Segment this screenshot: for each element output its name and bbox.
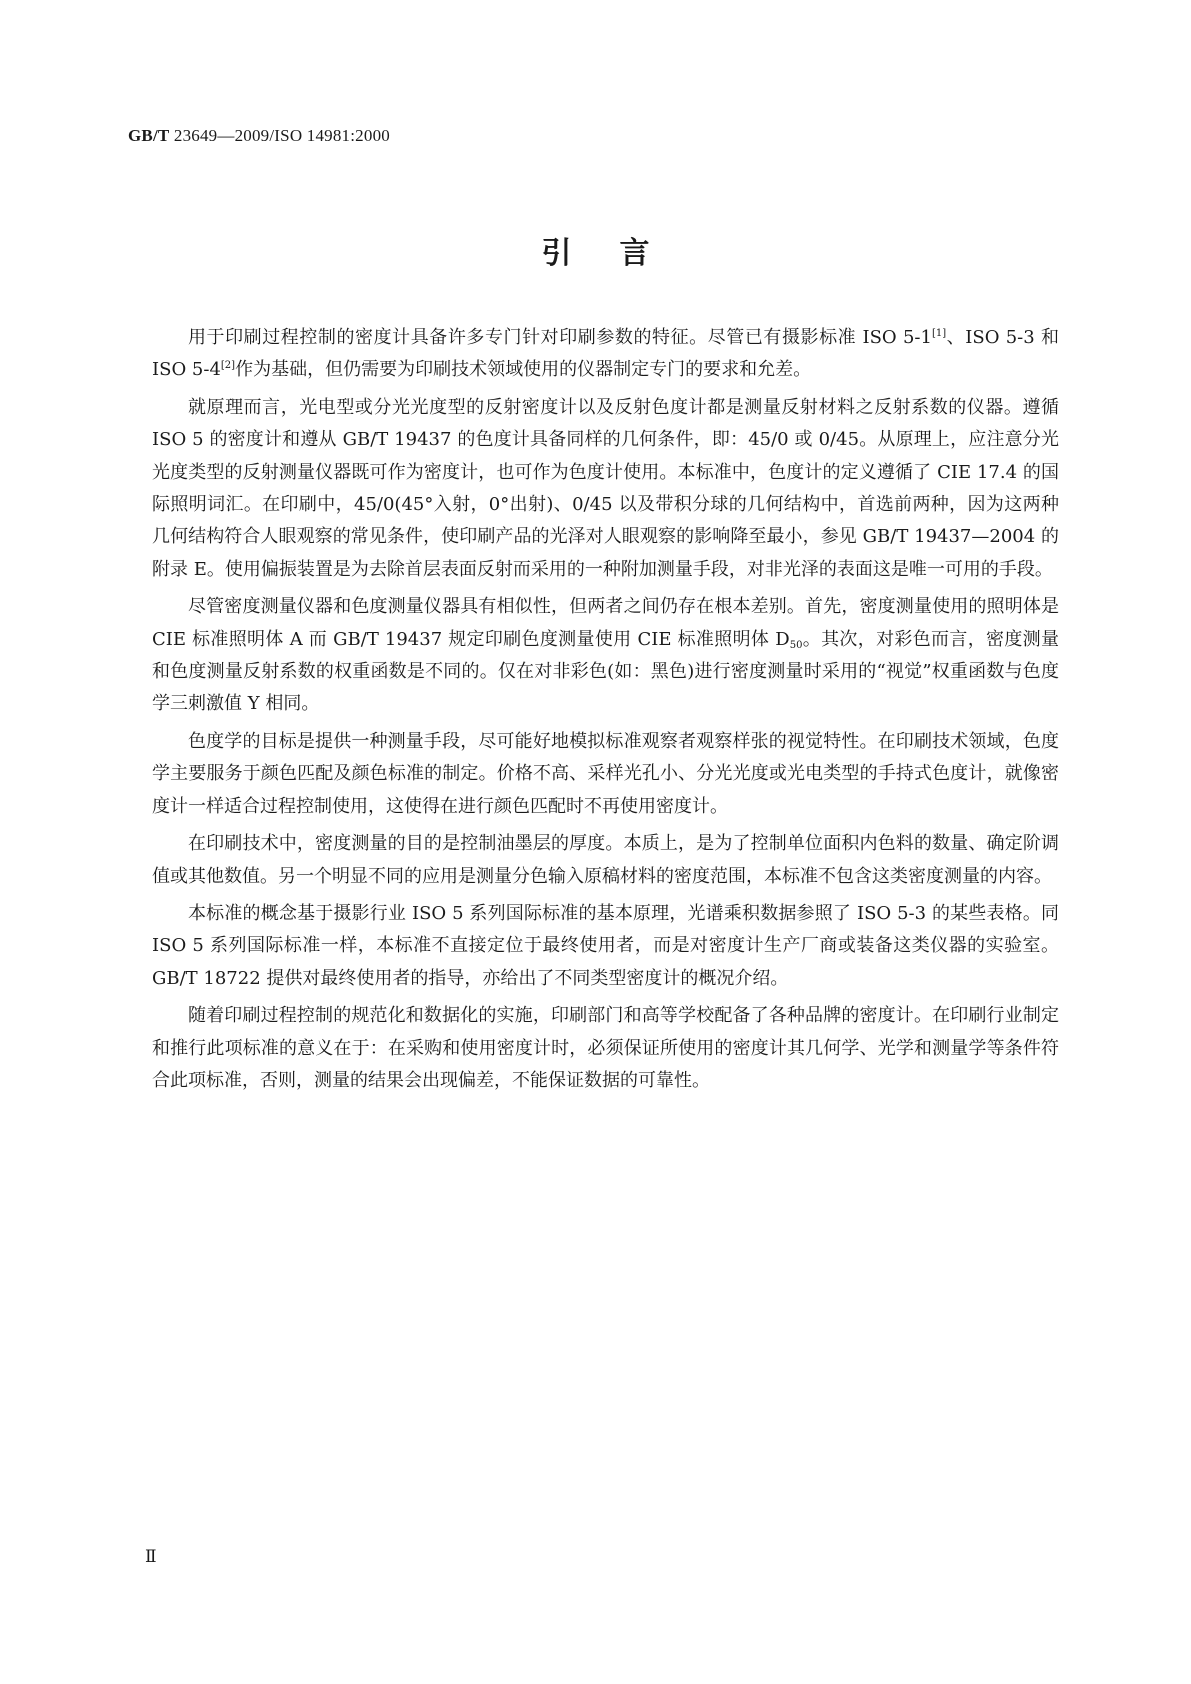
page-title: 引言	[541, 236, 698, 271]
document-body	[152, 322, 1059, 1102]
reference-1: [1]	[931, 328, 947, 339]
paragraph-6: 本标准的概念基于摄影行业 ISO 5 系列国际标准的基本原理，光谱乘积数据参照了 ISO 5-3 的某些表格。同 ISO 5 系列国际标准一样，本标准不直接定位于最终使用者，而是对密度计生产厂商或装备这类仪器的实验室。GB/T 18722 提供对最终使用者的指导，亦给出了不同类型密度计的概况介绍。	[152, 902, 1059, 989]
paragraph-3-text-a: 尽管密度测量仪器和色度测量仪器具有相似性，但两者之间仍存在根本差别。首先，密度测量使用的照明体是 CIE 标准照明体 A 而 GB/T 19437 规定印刷色度测量使用 CIE 标准照明体 D	[152, 596, 1059, 650]
paragraph-1-text-a: 用于印刷过程控制的密度计具备许多专门针对印刷参数的特征。尽管已有摄影标准 ISO 5-1	[188, 327, 932, 348]
paragraph-1	[152, 322, 1059, 387]
paragraph-1-text-c: 作为基础，但仍需要为印刷技术领域使用的仪器制定专门的要求和允差。	[235, 359, 812, 381]
paragraph-5: 在印刷技术中，密度测量的目的是控制油墨层的厚度。本质上，是为了控制单位面积内色料的数量、确定阶调值或其他数值。另一个明显不同的应用是测量分色输入原稿材料的密度范围，本标准不包含这类密度测量的内容。	[152, 833, 1059, 887]
paragraph-4: 色度学的目标是提供一种测量手段，尽可能好地模拟标准观察者观察样张的视觉特性。在印刷技术领域，色度学主要服务于颜色匹配及颜色标准的制定。价格不高、采样光孔小、分光光度或光电类型的手持式色度计，就像密度计一样适合过程控制使用，这使得在进行颜色匹配时不再使用密度计。	[152, 730, 1059, 817]
standard-number-header	[128, 126, 390, 146]
standard-prefix: GB/T	[128, 126, 170, 145]
standard-number: 23649—2009/ISO 14981:2000	[169, 126, 390, 145]
paragraph-2: 就原理而言，光电型或分光光度型的反射密度计以及反射色度计都是测量反射材料之反射系数的仪器。遵循 ISO 5 的密度计和遵从 GB/T 19437 的色度计具备同样的几何条件，即：45/0 或 0/45。从原理上，应注意分光光度类型的反射测量仪器既可作为密度计，也可作为色度计使用。本标准中，色度计的定义遵循了 CIE 17.4 的国际照明词汇。在印刷中，45/0(45°入射，0°出射)、0/45 以及带积分球的几何结构中，首选前两种，因为这两种几何结构符合人眼观察的常见条件，使印刷产品的光泽对人眼观察的影响降至最小，参见 GB/T 19437—2004 的附录 E。使用偏振装置是为去除首层表面反射而采用的一种附加测量手段，对非光泽的表面这是唯一可用的手段。	[152, 396, 1059, 580]
paragraph-7: 随着印刷过程控制的规范化和数据化的实施，印刷部门和高等学校配备了各种品牌的密度计。在印刷行业制定和推行此项标准的意义在于：在采购和使用密度计时，必须保证所使用的密度计其几何学、光学和测量学等条件符合此项标准，否则，测量的结果会出现偏差，不能保证数据的可靠性。	[152, 1005, 1059, 1091]
illuminant-subscript: 50	[789, 639, 803, 651]
page-number: Ⅱ	[145, 1547, 157, 1566]
reference-2: [2]	[220, 360, 236, 372]
paragraph-3	[152, 591, 1059, 721]
paragraph-1-text-b: 、ISO 5-3 和 ISO 5-4	[152, 327, 1059, 381]
paragraph-3-text-b: 。其次，对彩色而言，密度测量和色度测量反射系数的权重函数是不同的。仅在对非彩色(如：黑色)进行密度测量时采用的“视觉”权重函数与色度学三刺激值 Y 相同。	[152, 628, 1060, 715]
